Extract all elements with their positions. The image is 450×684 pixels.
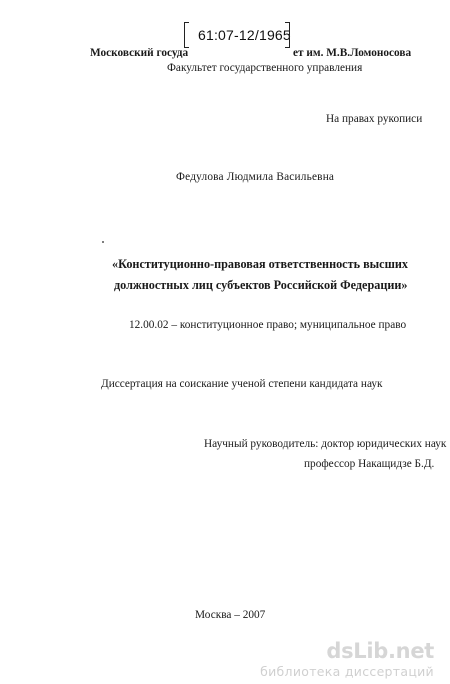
dslib-watermark[interactable] [260, 639, 438, 679]
stamp-bracket-right [285, 22, 290, 48]
scan-speck [102, 241, 104, 243]
archive-stamp [182, 18, 294, 56]
faculty-name: Факультет государственного управления [167, 62, 363, 74]
dissertation-note: Диссертация на соискание ученой степени кандидата наук [101, 378, 383, 390]
advisor-line-2: профессор Накащидзе Б.Д. [304, 458, 435, 470]
university-name-left: Московский госуда [90, 47, 189, 59]
watermark-subtitle: библиотека диссертаций [260, 664, 434, 679]
stamp-bracket-left [184, 22, 189, 48]
author-name: Федулова Людмила Васильевна [176, 171, 335, 183]
dissertation-title-line-2: должностных лиц субъектов Российской Федерации» [114, 278, 408, 292]
advisor-line-1: Научный руководитель: доктор юридических наук [204, 438, 447, 450]
city-year: Москва – 2007 [195, 609, 266, 621]
rights-note: На правах рукописи [326, 113, 423, 125]
university-name-right: ет им. М.В.Ломоносова [293, 47, 412, 59]
dissertation-title-line-1: «Конституционно-правовая ответственность высших [112, 257, 408, 271]
specialty-code: 12.00.02 – конституционное право; муниципальное право [129, 319, 407, 331]
archive-stamp-text: 61:07-12/1965 [198, 27, 291, 43]
watermark-logo: dsLib.net [326, 639, 434, 663]
